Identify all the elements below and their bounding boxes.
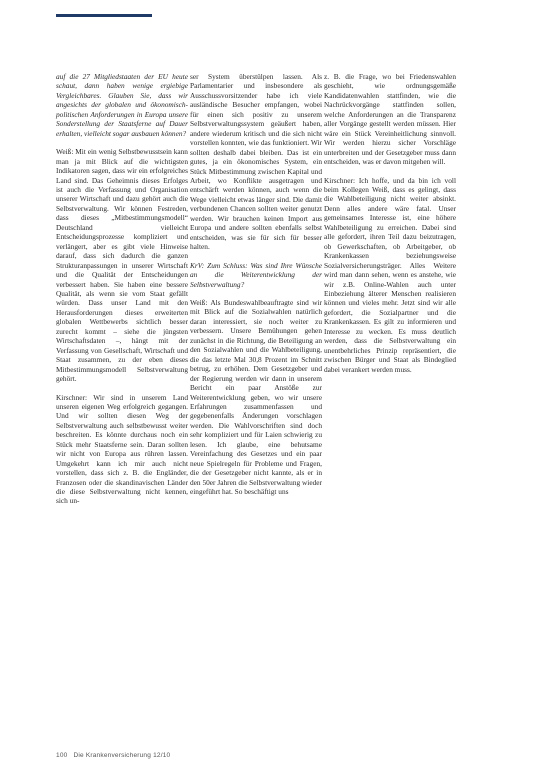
paragraph [56, 147, 188, 383]
paragraph [56, 72, 188, 138]
paragraph-text: ser System überstülpen lassen. Als Parlamentarier und insbesondere als Ausschussvorsitzender habe ich viele ausländische Besucher empfangen, wobei für einen sich positiv zu unserem Selbstverwaltungssystem geäußert haben, andere wiederum kritisch und die sich nicht vorstellen konnten, wie das funktioniert. Wir sollten deshalb dabei bleiben. Das ist ein gutes, ja ein ökonomisches System, ein Stück Mitbestimmung zwischen Kapital und Arbeit, wo Konflikte ausgetragen und entschärft werden können, auch wenn die Wege vielleicht etwas länger sind. Die damit verbundenen Chancen sollten weiter genutzt werden. Wir brauchen keinen Import aus Europa und andere sollten ebenfalls selbst entscheiden, was sie für sich für besser halten. [190, 72, 322, 252]
paragraph [190, 298, 322, 497]
publication-name: Die Krankenversicherung [73, 752, 152, 759]
speaker-name: Kirschner: [56, 392, 87, 402]
paragraph-text: Wir sind in unserem Land unseren eigenen Weg erfolgreich gegangen. Und wir sollten diesen Weg der Selbstverwaltung auch selbstbewusst weiter beschreiten. Es könnte durchaus noch ein Stück mehr Staatsferne sein. Daran sollten wir nicht von Europa aus rühren lassen. Umgekehrt kann ich mir auch nicht vorstellen, dass sich z. B. die Engländer, Franzosen oder die skandinavischen Länder die diese Selbstverwaltung nicht kennen, sich un- [56, 392, 188, 506]
text-column-1 [56, 72, 188, 515]
header-accent-rule [56, 14, 152, 17]
paragraph-text: Mit ein wenig Selbstbewusstsein kann man ja mit Blick auf die wichtigsten Indikatoren sagen, dass wir ein erfolgreiches Land sind. Das Geheimnis dieses Erfolges ist auch die Verfassung und Organisation unserer Wirtschaft und dazu gehört auch die Selbstverwaltung. Wir können Festreden, dass dieses „Mitbestimmungsmodell“ Deutschland vielleicht Entscheidungsprozesse kompliziert und verlängert, aber es gibt viele Hinweise darauf, dass sich dadurch die ganzen Strukturanpassungen in unserer Wirtschaft und die Qualität der Entscheidungen verbessert haben. Sie haben eine bessere Qualität, als wenn sie vom Staat gefällt würden. Dass unser Land mit den Herausforderungen dieses erweiterten globalen Wettbewerbs sichtlich besser zurecht kommt – siehe die jüngsten Wirtschaftsdaten –, hängt mit der Verfassung von Gesellschaft, Wirtschaft und Staat zusammen, zu der eben dieses Mitbestimmungsmodell Selbstverwaltung gehört. [56, 147, 188, 384]
paragraph-text: Als Bundeswahlbeauftragte sind wir mit Blick auf die Sozialwahlen natürlich daran interessiert, sie noch weiter zu verbessern. Unsere Bemühungen gehen zunächst in die Richtung, die Beteiligung an den Sozialwahlen und die Wahlbeteiligung, die das letzte Mal 30,8 Prozent im Schnitt betrug, zu erhöhen. Dem Gesetzgeber und der Regierung werden wir dann in unserem Bericht ein paar Anstöße zur Weiterentwicklung geben, wo wir unsere Erfahrungen zusammenfassen und gegebenenfalls Änderungen vorschlagen werden. Die Wahlvorschriften sind doch sehr kompliziert und für Laien schwierig zu lesen. Ich glaube, eine behutsame Vereinfachung des Gesetzes und ein paar neue Spielregeln für Probleme und Fragen, die der Gesetzgeber nicht kannte, als er in den 50er Jahren die Selbstverwaltung wieder eingeführt hat. So beschäftigt uns [190, 297, 322, 497]
paragraph [324, 176, 456, 375]
text-column-3 [324, 72, 456, 383]
speaker-name: Weiß: [56, 147, 74, 157]
paragraph-text: auf die 27 Mitgliedstaaten der EU heute schaut, dann haben wenige ergiebige Vergleichbares. Glauben Sie, dass wir angesichts der globalen und ökonomisch-politischen Anforderungen in Europa unsere Sonderstellung der Staatsferne auf Dauer erhalten, vielleicht sogar ausbauen können? [56, 72, 188, 138]
text-column-2 [190, 72, 322, 505]
page-number: 100 [56, 752, 68, 759]
paragraph [190, 72, 322, 252]
page-footer [56, 752, 170, 759]
issue-number: 12/10 [153, 752, 171, 759]
interview-question: KrV: Zum Schluss: Was sind Ihre Wünsche an die Weiterentwicklung der Selbstverwaltung? [190, 260, 322, 289]
speaker-name: Kirschner: [324, 175, 355, 185]
paragraph-text: z. B. die Frage, wo bei Friedenswahlen geschieht, wie ordnungsgemäße Kandidatenwahlen stattfinden, wie die Nachrückvorgänge stattfinden sollen, welche Anforderungen an die Transparenz aller Vorgänge gestellt werden müssen. Hier wäre ein Stück Vereinheitlichung sinnvoll. Wir werden hierzu sicher Vorschläge unterbreiten und der Gesetzgeber muss dann entscheiden, was er davon mitgehen will. [324, 72, 456, 167]
speaker-name: Weiß: [190, 297, 208, 307]
paragraph [56, 393, 188, 506]
paragraph-text: Ich hoffe, und da bin ich voll beim Kollegen Weiß, dass es gelingt, dass die Wahlbeteiligung nicht weiter absinkt. Denn alles andere wäre fatal. Unser gemeinsames Interesse ist, eine höhere Wahlbeteiligung zu erreichen. Dabei sind alle gefordert, ihren Teil dazu beizutragen, ob Gewerkschaften, ob Arbeitgeber, ob Krankenkassen beziehungsweise Sozialversicherungsträger. Alles Weitere wird man dann sehen, wenn es anstehe, wie wir z.B. Online-Wahlen auch unter Einbeziehung älterer Menschen realisieren können und vieles mehr. Jetzt sind wir alle gefordert, die Sozialpartner und die Krankenkassen. Es gilt zu informieren und Interesse zu wecken. Es muss deutlich werden, dass die Selbstverwaltung ein unentbehrliches Prinzip repräsentiert, die zwischen Bürger und Staat als Bindeglied dabei verankert werden muss. [324, 175, 456, 374]
paragraph [190, 261, 322, 289]
paragraph [324, 72, 456, 167]
